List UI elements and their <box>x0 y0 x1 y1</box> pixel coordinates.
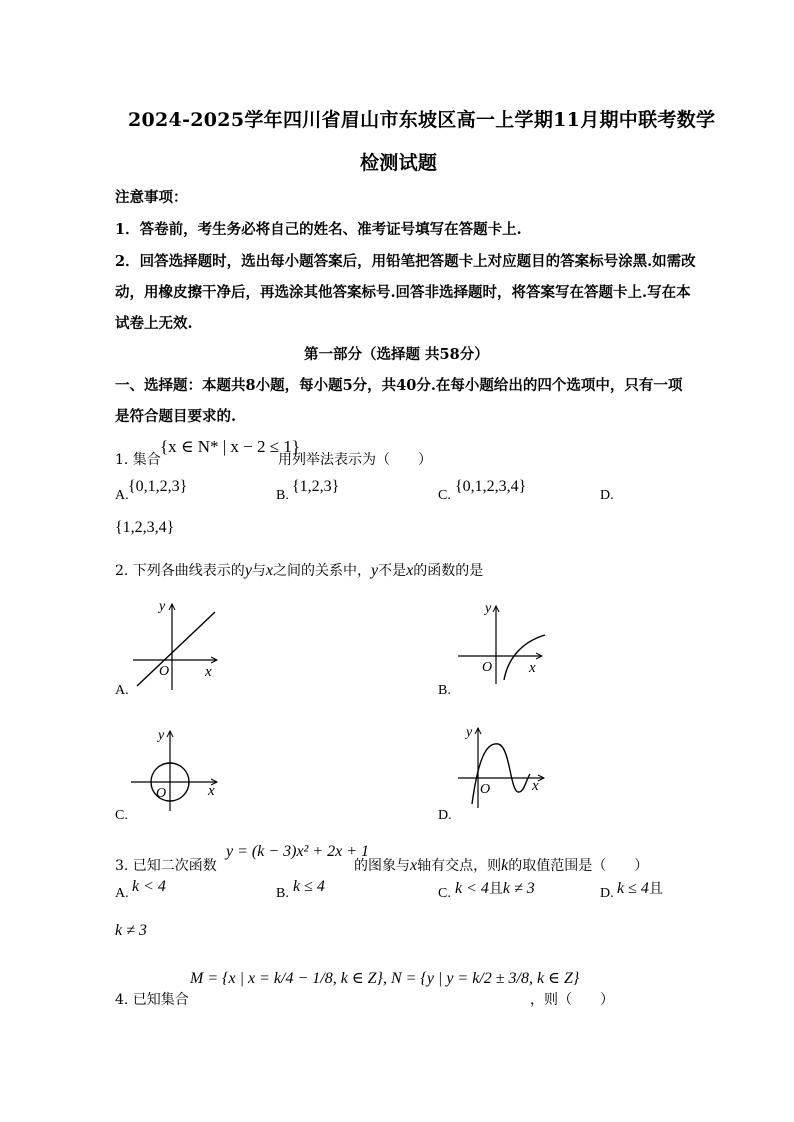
q1-prefix: 1. 集合 <box>115 452 161 468</box>
q2-option-a-label: A. <box>115 683 129 698</box>
graph-a-x-label: x <box>205 664 212 680</box>
q1-option-a-value: {0,1,2,3} <box>128 478 188 495</box>
paper-title-line1: 2024-2025学年四川省眉山市东坡区高一上学期11月期中联考数学 <box>128 109 716 131</box>
q3-formula: y = (k − 3)x² + 2x + 1 <box>226 843 370 860</box>
q3-option-c-label: C. <box>438 886 451 901</box>
q2-graph-a <box>125 598 225 693</box>
note-line-3: 动，用橡皮擦干净后，再选涂其他答案标号.回答非选择题时，将答案写在答题卡上.写在本 <box>115 284 691 301</box>
graph-c-x-label: x <box>208 783 215 799</box>
q1-option-c-value: {0,1,2,3,4} <box>455 478 527 495</box>
q3-option-c-value: k < 4且k ≠ 3 <box>455 880 535 897</box>
q1-option-d-label: D. <box>600 488 614 503</box>
graph-b-origin: O <box>482 660 493 675</box>
q2-option-b-label: B. <box>438 683 451 698</box>
q2-option-c-label: C. <box>115 808 128 823</box>
q3-stem-rest: 的图象与x轴有交点，则k的取值范围是（ ） <box>354 857 649 874</box>
q3-option-b-value: k ≤ 4 <box>293 878 325 895</box>
q3-option-d-label: D. <box>600 886 614 901</box>
q2-var-x: x <box>265 562 274 579</box>
q2-var-y: y <box>244 562 252 579</box>
q2-option-d-label: D. <box>438 808 452 823</box>
graph-a-origin: O <box>159 664 170 679</box>
q1-suffix: 用列举法表示为（ ） <box>278 452 432 468</box>
q3-option-b-label: B. <box>276 886 289 901</box>
part-title: 第一部分（选择题 共58分） <box>304 346 489 363</box>
q2-stem: 2. 下列各曲线表示的y与x之间的关系中，y不是x的函数的是 <box>115 562 484 579</box>
graph-b-x-label: x <box>529 660 536 676</box>
q2-graph-b <box>452 598 552 688</box>
q1-option-b-label: B. <box>276 488 289 503</box>
q1-option-d-value: {1,2,3,4} <box>115 519 175 536</box>
q3-option-a-label: A. <box>115 886 129 901</box>
q2-graph-c <box>125 725 225 815</box>
q1-option-a-label: A. <box>115 488 129 503</box>
graph-a-line <box>137 612 215 686</box>
q4-prefix: 4. 已知集合 <box>115 992 189 1008</box>
note-line-4: 试卷上无效. <box>115 315 193 332</box>
q4-formula: M = {x | x = k/4 − 1/8, k ∈ Z}, N = {y | y = k/2 ± 3/8, k ∈ Z} <box>190 970 580 987</box>
notes-header: 注意事项： <box>115 189 188 206</box>
graph-d-x-label: x <box>532 778 539 794</box>
q4-suffix: ，则（ ） <box>530 992 614 1008</box>
paper-title-line2: 检测试题 <box>360 152 438 174</box>
q1-set: {x ∈ N* | x − 2 ≤ 1} <box>160 437 301 456</box>
graph-c-origin: O <box>156 786 167 801</box>
graph-c-y-label: y <box>158 728 165 743</box>
q3-option-a-value: k < 4 <box>132 878 166 895</box>
section-intro-line-2: 是符合题目要求的. <box>115 408 237 425</box>
q1-option-c-label: C. <box>438 488 451 503</box>
graph-b-y-label: y <box>485 601 492 616</box>
q3-option-d-value-a: k ≤ 4且 <box>617 880 663 897</box>
graph-a-y-label: y <box>159 599 166 614</box>
q3-option-d-value-b: k ≠ 3 <box>115 922 147 939</box>
section-intro-line-1: 一、选择题：本题共8小题，每小题5分，共40分.在每小题给出的四个选项中，只有一项 <box>115 377 683 394</box>
q2-graph-d <box>452 720 552 815</box>
graph-d-origin: O <box>480 782 491 797</box>
note-line-2: 2．回答选择题时，选出每小题答案后，用铅笔把答题卡上对应题目的答案标号涂黑.如需改 <box>115 253 696 270</box>
graph-d-y-label: y <box>466 725 473 740</box>
q3-prefix: 3. 已知二次函数 <box>115 858 217 874</box>
note-line-1: 1．答卷前，考生务必将自己的姓名、准考证号填写在答题卡上. <box>115 221 522 238</box>
q1-option-b-value: {1,2,3} <box>292 478 340 495</box>
